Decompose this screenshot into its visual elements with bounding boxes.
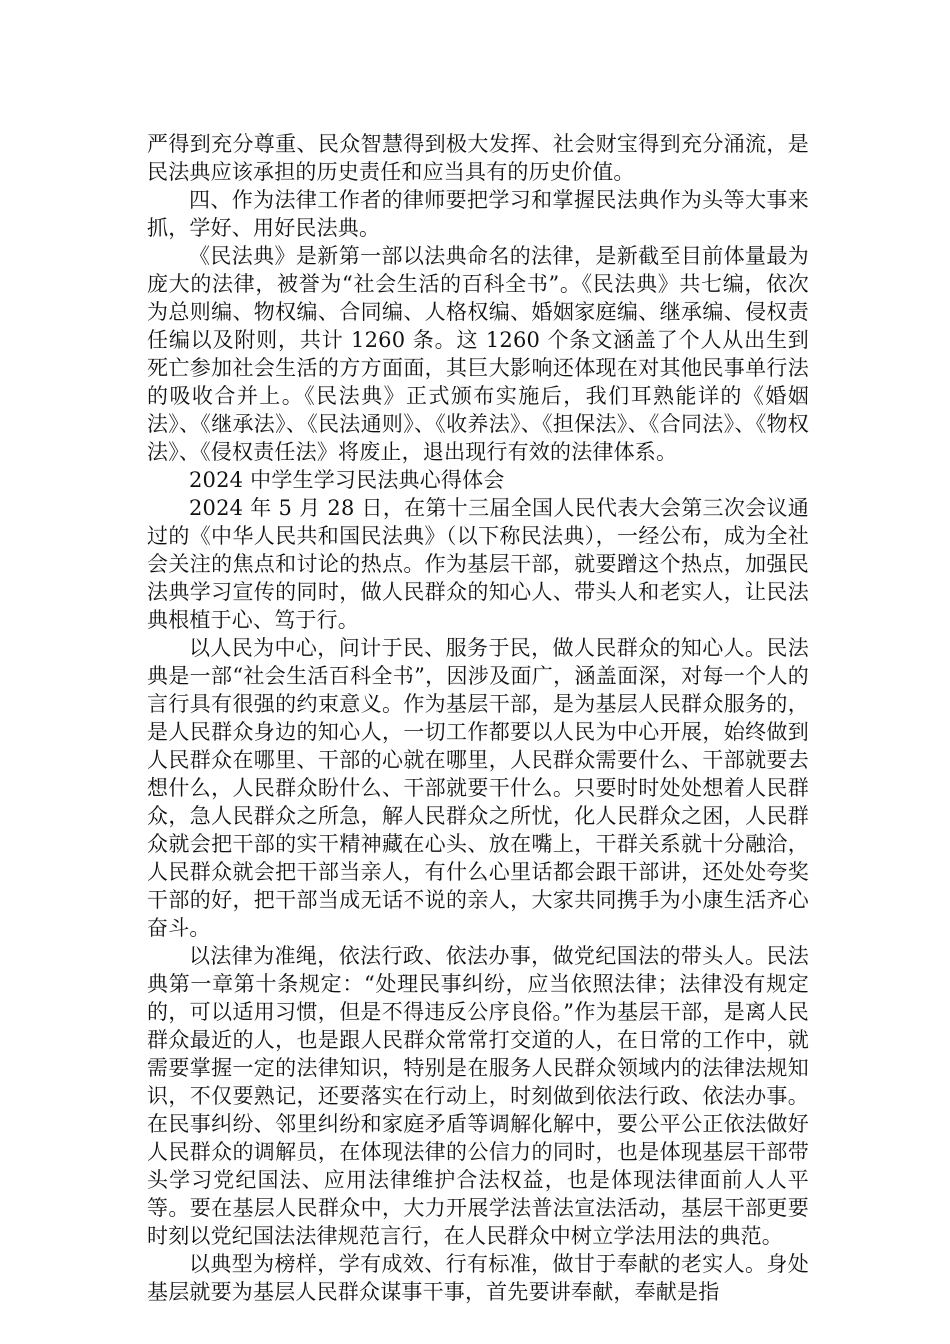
- paragraph-title: 2024 中学生学习民法典心得体会: [189, 468, 505, 492]
- paragraph-heading-four: 四、作为法律工作者的律师要把学习和掌握民法典作为头等大事来抓，学好、用好民法典。: [147, 188, 809, 240]
- document-page: [147, 130, 809, 1306]
- paragraph-continuation: 严得到充分尊重、民众智慧得到极大发挥、社会财宝得到充分涌流，是民法典应该承担的历史责任和应当具有的历史价值。: [147, 132, 809, 184]
- paragraph-date-intro: 2024 年 5 月 28 日，在第十三届全国人民代表大会第三次会议通过的《中华人民共和国民法典》（以下称民法典），一经公布，成为全社会关注的焦点和讨论的热点。作为基层干部，就要蹭这个热点，加强民法典学习宣传的同时，做人民群众的知心人、带头人和老实人，让民法典根植于心、笃于行。: [147, 496, 809, 632]
- paragraph-civil-code-intro: 《民法典》是新第一部以法典命名的法律，是新截至目前体量最为庞大的法律，被誉为“社会生活的百科全书”。《民法典》共七编，依次为总则编、物权编、合同编、人格权编、婚姻家庭编、继承编、侵权责任编以及附则，共计 1260 条。这 1260 个条文涵盖了个人从出生到死亡参加社会生活的方方面面，其巨大影响还体现在对其他民事单行法的吸收合并上。《民法典》正式颁布实施后，我们耳熟能详的《婚姻法》、《继承法》、《民法通则》、《收养法》、《担保法》、《合同法》、《物权法》、《侵权责任法》将废止，退出现行有效的法律体系。: [147, 244, 809, 464]
- paragraph-role-model: 以典型为榜样，学有成效、行有标准，做甘于奉献的老实人。身处基层就要为基层人民群众谋事干事，首先要讲奉献，奉献是指: [147, 1252, 809, 1304]
- paragraph-rule-of-law: 以法律为准绳，依法行政、依法办事，做党纪国法的带头人。民法典第一章第十条规定：“处理民事纠纷，应当依照法律；法律没有规定的，可以适用习惯，但是不得违反公序良俗。”作为基层干部，是离人民群众最近的人，也是跟人民群众常常打交道的人，在日常的工作中，就需要掌握一定的法律知识，特别是在服务人民群众领域内的法律法规知识，不仅要熟记，还要落实在行动上，时刻做到依法行政、依法办事。在民事纠纷、邻里纠纷和家庭矛盾等调解化解中，要公平公正依法做好人民群众的调解员，在体现法律的公信力的同时，也是体现基层干部带头学习党纪国法、应用法律维护合法权益，也是体现法律面前人人平等。要在基层人民群众中，大力开展学法普法宣法活动，基层干部更要时刻以党纪国法法律规范言行，在人民群众中树立学法用法的典范。: [147, 944, 809, 1248]
- paragraph-people-centered: 以人民为中心，问计于民、服务于民，做人民群众的知心人。民法典是一部“社会生活百科全书”，因涉及面广，涵盖面深，对每一个人的言行具有很强的约束意义。作为基层干部，是为基层人民群众服务的，是人民群众身边的知心人，一切工作都要以人民为中心开展，始终做到人民群众在哪里、干部的心就在哪里，人民群众需要什么、干部就要去想什么，人民群众盼什么、干部就要干什么。只要时时处处想着人民群众，急人民群众之所急，解人民群众之所忧，化人民群众之困，人民群众就会把干部的实干精神藏在心头、放在嘴上，干群关系就十分融洽，人民群众就会把干部当亲人，有什么心里话都会跟干部讲，还处处夸奖干部的好，把干部当成无话不说的亲人，大家共同携手为小康生活齐心奋斗。: [147, 636, 809, 940]
